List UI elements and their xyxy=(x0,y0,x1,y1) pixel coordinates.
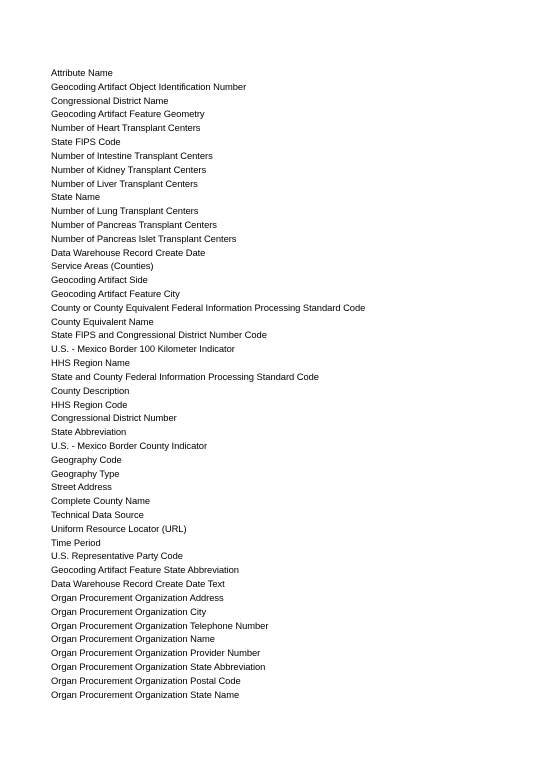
attribute-row: Data Warehouse Record Create Date Text xyxy=(51,578,225,590)
attribute-row: Number of Kidney Transplant Centers xyxy=(51,163,207,175)
attribute-row: Organ Procurement Organization Name xyxy=(51,633,215,645)
attribute-row: State Abbreviation xyxy=(51,426,127,438)
attribute-row: Geocoding Artifact Object Identification Number xyxy=(51,80,247,92)
attribute-row: U.S. - Mexico Border 100 Kilometer Indicator xyxy=(51,343,235,355)
attribute-row: Organ Procurement Organization State Name xyxy=(51,688,240,700)
attribute-row: Congressional District Number xyxy=(51,412,177,424)
attribute-row: County Equivalent Name xyxy=(51,315,154,327)
attribute-row: Congressional District Name xyxy=(51,94,169,106)
attribute-row: Geography Code xyxy=(51,453,122,465)
attribute-row: State Name xyxy=(51,191,101,203)
attribute-row: Organ Procurement Organization Telephone Number xyxy=(51,619,269,631)
attribute-row: U.S. - Mexico Border County Indicator xyxy=(51,439,208,451)
attribute-row: HHS Region Name xyxy=(51,357,130,369)
attribute-row: Number of Liver Transplant Centers xyxy=(51,177,198,189)
attribute-row: Organ Procurement Organization Provider Number xyxy=(51,647,261,659)
attribute-row: State FIPS Code xyxy=(51,136,121,148)
attribute-row: Data Warehouse Record Create Date xyxy=(51,246,206,258)
attribute-row: Organ Procurement Organization Postal Code xyxy=(51,674,241,686)
attribute-row: Geocoding Artifact Feature City xyxy=(51,288,180,299)
attribute-row: Geocoding Artifact Feature Geometry xyxy=(51,108,205,120)
attribute-row: Geography Type xyxy=(51,467,120,479)
attribute-row: Geocoding Artifact Side xyxy=(51,274,148,286)
column-header: Attribute Name xyxy=(51,67,113,78)
attribute-row: State FIPS and Congressional District Number Code xyxy=(51,329,267,341)
attribute-row: Number of Heart Transplant Centers xyxy=(51,122,201,134)
attribute-row: Number of Lung Transplant Centers xyxy=(51,205,199,217)
attribute-row: Organ Procurement Organization Address xyxy=(51,591,224,603)
attribute-row: Time Period xyxy=(51,536,101,548)
attribute-row: Complete County Name xyxy=(51,495,151,507)
attribute-row: Uniform Resource Locator (URL) xyxy=(51,522,187,534)
attribute-row: Street Address xyxy=(51,481,112,493)
attribute-row: County Description xyxy=(51,384,130,396)
attribute-row: Organ Procurement Organization State Abbreviation xyxy=(51,660,266,672)
attribute-row: County or County Equivalent Federal Information Processing Standard Code xyxy=(51,301,366,313)
attribute-row: Service Areas (Counties) xyxy=(51,260,154,272)
attribute-row: Number of Intestine Transplant Centers xyxy=(51,149,213,161)
attribute-row: Technical Data Source xyxy=(51,509,144,520)
attribute-row: HHS Region Code xyxy=(51,398,128,410)
attribute-row: Geocoding Artifact Feature State Abbreviation xyxy=(51,564,239,576)
attribute-row: Number of Pancreas Islet Transplant Centers xyxy=(51,232,237,244)
attribute-row: U.S. Representative Party Code xyxy=(51,550,183,562)
attribute-row: State and County Federal Information Processing Standard Code xyxy=(51,370,319,382)
attribute-row: Number of Pancreas Transplant Centers xyxy=(51,218,217,230)
attribute-row: Organ Procurement Organization City xyxy=(51,605,207,617)
attribute-list xyxy=(51,66,365,701)
